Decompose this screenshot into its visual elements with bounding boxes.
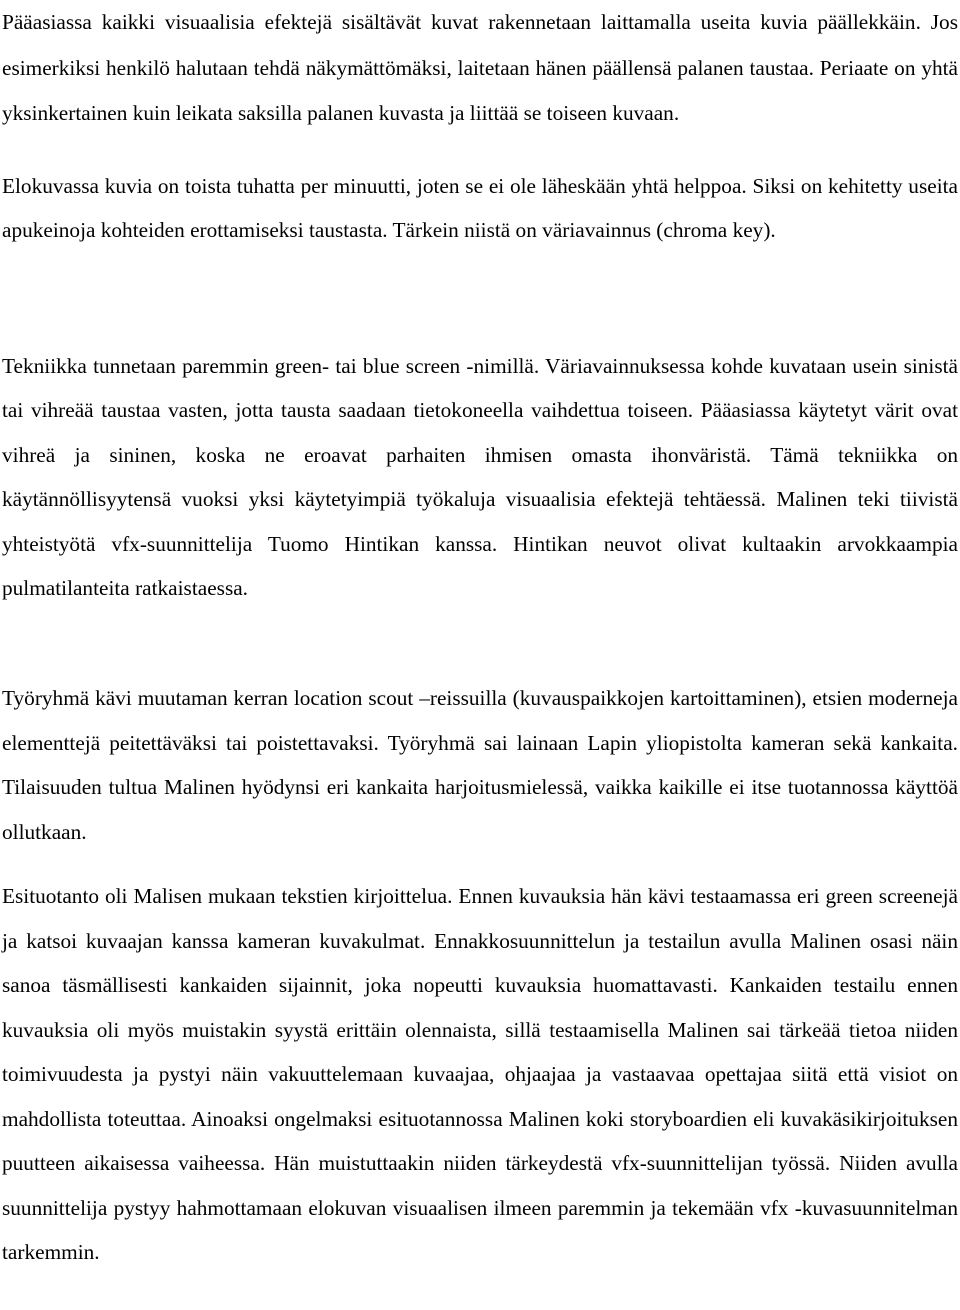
paragraph-film-frames: Elokuvassa kuvia on toista tuhatta per minuutti, joten se ei ole läheskään yhtä helppoa. Siksi on kehitetty useita apukeinoja kohteiden erottamiseksi taustasta. Tärkein niistä on väriavainnus (chroma key). bbox=[2, 174, 958, 243]
paragraph-preproduction: Esituotanto oli Malisen mukaan tekstien kirjoittelua. Ennen kuvauksia hän kävi testaamassa eri green screenejä ja katsoi kuvaajan kanssa kameran kuvakulmat. Ennakkosuunnittelun ja testailun avulla Malinen osasi näin sanoa täsmällisesti kankaiden sijainnit, joka nopeutti kuvauksia huomattavasti. Kankaiden testailu ennen kuvauksia oli myös muistakin syystä erittäin olennaista, sillä testaamisella Malinen sai tärkeää tietoa niiden toimivuudesta ja pystyi näin vakuuttelemaan kuvaajaa, ohjaajaa ja vastaavaa opettajaa siitä että visiot on mahdollista toteuttaa. Ainoaksi ongelmaksi esituotannossa Malinen koki storyboardien eli kuvakäsikirjoituksen puutteen aikaisessa vaiheessa. Hän muistuttaakin niiden tärkeydestä vfx-suunnittelijan työssä. Niiden avulla suunnittelija pystyy hahmottamaan elokuvan visuaalisen ilmeen paremmin ja tekemään vfx -kuvasuunnitelman tarkemmin. bbox=[2, 884, 958, 1264]
paragraph-location-scout: Työryhmä kävi muutaman kerran location scout –reissuilla (kuvauspaikkojen kartoittaminen), etsien moderneja elementtejä peitettäväksi tai poistettavaksi. Työryhmä sai lainaan Lapin yliopistolta kameran sekä kankaita. Tilaisuuden tultua Malinen hyödynsi eri kankaita harjoitusmielessä, vaikka kaikille ei itse tuotannossa käyttöä ollutkaan. bbox=[2, 686, 958, 844]
paragraph-visual-effects-intro: Pääasiassa kaikki visuaalisia efektejä sisältävät kuvat rakennetaan laittamalla useita kuvia päällekkäin. Jos esimerkiksi henkilö halutaan tehdä näkymättömäksi, laitetaan hänen päällensä palanen taustaa. Periaate on yhtä yksinkertainen kuin leikata saksilla palanen kuvasta ja liittää se toiseen kuvaan. bbox=[2, 10, 958, 125]
paragraph-chroma-key: Tekniikka tunnetaan paremmin green- tai blue screen -nimillä. Väriavainnuksessa kohde kuvataan usein sinistä tai vihreää taustaa vasten, jotta tausta saadaan tietokoneella vaihdettua toiseen. Pääasiassa käytetyt värit ovat vihreä ja sininen, koska ne eroavat parhaiten ihmisen omasta ihonväristä. Tämä tekniikka on käytännöllisyytensä vuoksi yksi käytetyimpiä työkaluja visuaalisia efektejä tehtäessä. Malinen teki tiivistä yhteistyötä vfx-suunnittelija Tuomo Hintikan kanssa. Hintikan neuvot olivat kultaakin arvokkaampia pulmatilanteita ratkaistaessa. bbox=[2, 354, 958, 601]
